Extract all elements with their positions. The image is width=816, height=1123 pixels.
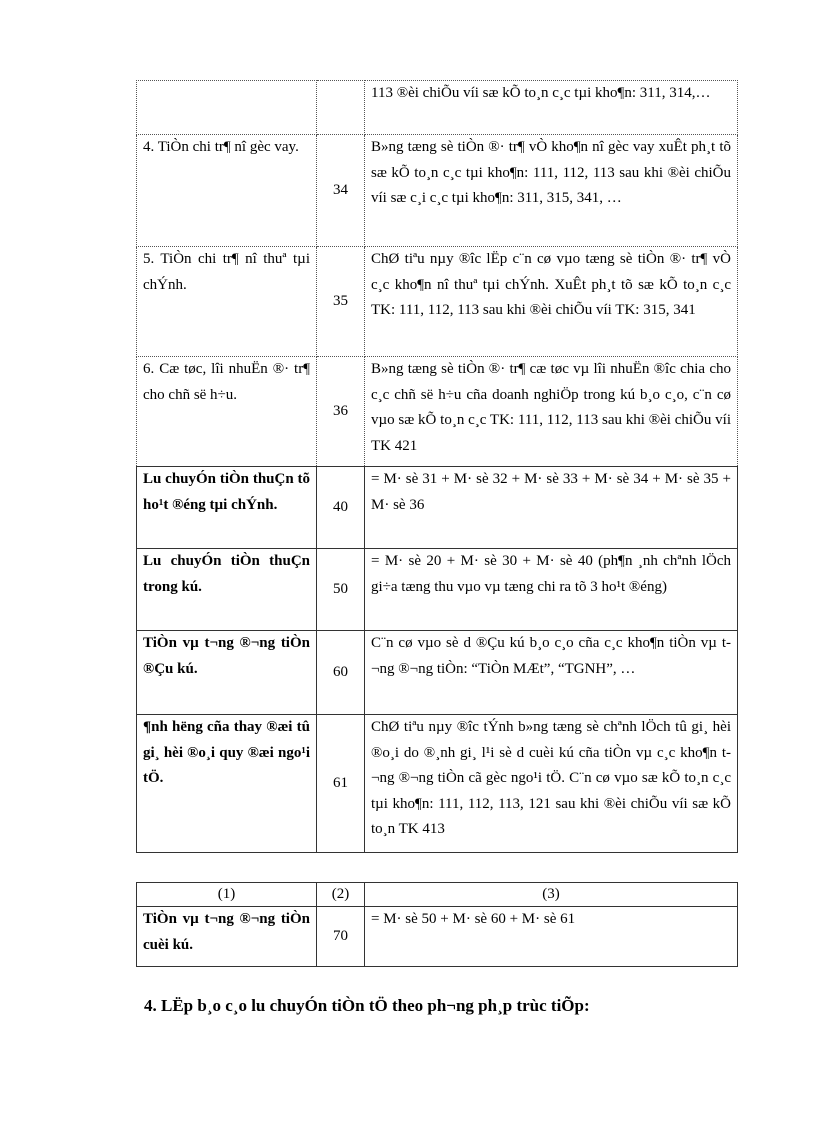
row-name <box>137 81 317 135</box>
row-desc: 113 ®èi chiÕu víi sæ kÕ to¸n c¸c tµi kho¶n: 311, 314,… <box>365 81 738 135</box>
row-desc: C¨n cø vµo sè d ®Çu kú b¸o c¸o cña c¸c kho¶n tiÒn vµ t¬ng ®¬ng tiÒn: “TiÒn MÆt”, “TGNH”, … <box>365 631 738 715</box>
column-header: (3) <box>365 883 738 907</box>
table-row <box>137 549 738 631</box>
table-row <box>137 135 738 247</box>
row-code: 36 <box>317 357 365 467</box>
table-row <box>137 357 738 467</box>
row-desc: ChØ tiªu nµy ®îc lËp c¨n cø vµo tæng sè tiÒn ®· tr¶ vÒ c¸c kho¶n nî thuª tµi chÝnh. XuÊt ph¸t tõ sæ kÕ to¸n c¸c TK: 111, 112, 113 sau khi ®èi chiÕu víi TK: 315, 341 <box>365 247 738 357</box>
table-row <box>137 715 738 853</box>
cash-flow-table <box>136 80 738 853</box>
table-row <box>137 81 738 135</box>
row-name: TiÒn vµ t¬ng ®¬ng tiÒn ®Çu kú. <box>137 631 317 715</box>
row-code: 35 <box>317 247 365 357</box>
table-header-row <box>137 883 738 907</box>
column-header: (1) <box>137 883 317 907</box>
table-row <box>137 247 738 357</box>
row-name: 5. TiÒn chi tr¶ nî thuª tµi chÝnh. <box>137 247 317 357</box>
row-desc: = M· sè 20 + M· sè 30 + M· sè 40 (ph¶n ¸nh chªnh lÖch gi÷a tæng thu vµo vµ tæng chi ra tõ 3 ho¹t ®éng) <box>365 549 738 631</box>
column-header: (2) <box>317 883 365 907</box>
table-row <box>137 907 738 967</box>
row-name: Lu chuyÓn tiÒn thuÇn tõ ho¹t ®éng tµi chÝnh. <box>137 467 317 549</box>
section-heading: 4. LËp b¸o c¸o lu chuyÓn tiÒn tÖ theo ph¬ng ph¸p trùc tiÕp: <box>144 996 590 1015</box>
row-desc: = M· sè 31 + M· sè 32 + M· sè 33 + M· sè 34 + M· sè 35 + M· sè 36 <box>365 467 738 549</box>
row-code: 60 <box>317 631 365 715</box>
table-row <box>137 631 738 715</box>
closing-balance-table <box>136 882 738 967</box>
row-desc: B»ng tæng sè tiÒn ®· tr¶ cæ tøc vµ lîi nhuËn ®îc chia cho c¸c chñ së h÷u cña doanh nghiÖp trong kú b¸o c¸o, c¨n cø vµo sæ kÕ to¸n c¸c TK: 111, 112, 113 sau khi ®èi chiÕu víi TK 421 <box>365 357 738 467</box>
row-name: TiÒn vµ t¬ng ®¬ng tiÒn cuèi kú. <box>137 907 317 967</box>
row-code: 40 <box>317 467 365 549</box>
row-code <box>317 81 365 135</box>
row-code: 70 <box>317 907 365 967</box>
row-desc: B»ng tæng sè tiÒn ®· tr¶ vÒ kho¶n nî gèc vay xuÊt ph¸t tõ sæ kÕ to¸n c¸c tµi kho¶n: 111, 112, 113 sau khi ®èi chiÕu víi sæ c¸i c¸c tµi kho¶n: 311, 315, 341, … <box>365 135 738 247</box>
row-desc: ChØ tiªu nµy ®îc tÝnh b»ng tæng sè chªnh lÖch tû gi¸ hèi ®o¸i do ®¸nh gi¸ l¹i sè d cuèi kú cña tiÒn vµ c¸c kho¶n t¬ng ®¬ng tiÒn cã gèc ngo¹i tÖ. C¨n cø vµo sæ kÕ to¸n c¸c tµi kho¶n: 111, 112, 113, 121 sau khi ®èi chiÕu víi sæ kÕ to¸n TK 413 <box>365 715 738 853</box>
row-code: 34 <box>317 135 365 247</box>
row-code: 50 <box>317 549 365 631</box>
table-row <box>137 467 738 549</box>
row-name: 4. TiÒn chi tr¶ nî gèc vay. <box>137 135 317 247</box>
row-code: 61 <box>317 715 365 853</box>
row-name: 6. Cæ tøc, lîi nhuËn ®· tr¶ cho chñ së h÷u. <box>137 357 317 467</box>
row-name: Lu chuyÓn tiÒn thuÇn trong kú. <box>137 549 317 631</box>
row-desc: = M· sè 50 + M· sè 60 + M· sè 61 <box>365 907 738 967</box>
row-name: ¶nh hëng cña thay ®æi tû gi¸ hèi ®o¸i quy ®æi ngo¹i tÖ. <box>137 715 317 853</box>
